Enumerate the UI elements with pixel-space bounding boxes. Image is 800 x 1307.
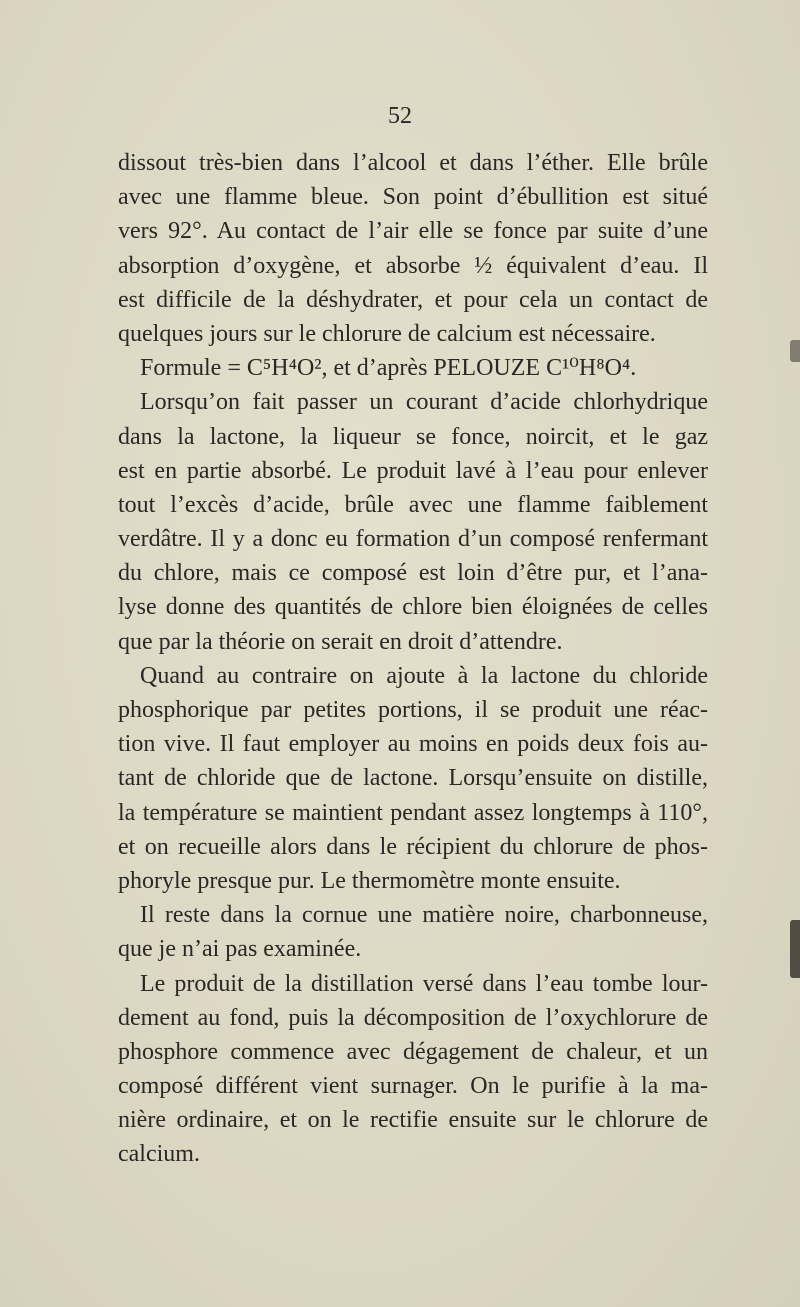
text-line: phosphorique par petites portions, il se produit une réac-: [118, 697, 708, 723]
text-line: lyse donne des quantités de chlore bien éloignées de celles: [118, 594, 708, 621]
text-line: tion vive. Il faut employer au moins en poids deux fois au-: [118, 731, 708, 758]
body-text: [118, 146, 708, 1172]
text-line: Quand au contraire on ajoute à la lactone du chloride: [140, 662, 708, 689]
text-line: Il reste dans la cornue une matière noire, charbonneuse,: [140, 902, 708, 929]
text-line: verdâtre. Il y a donc eu formation d’un composé renfermant: [118, 526, 708, 553]
text-line: phoryle presque pur. Le thermomètre monte ensuite.: [118, 867, 621, 894]
text-line: dissout très-bien dans l’alcool et dans l’éther. Elle brûle: [118, 150, 708, 176]
text-line: est en partie absorbé. Le produit lavé à l’eau pour enlever: [118, 457, 708, 484]
text-line: tout l’excès d’acide, brûle avec une flamme faiblement: [118, 491, 708, 518]
page-edge-mark: [790, 340, 800, 362]
text-line: quelques jours sur le chlorure de calcium est nécessaire.: [118, 320, 656, 347]
text-line: tant de chloride que de lactone. Lorsqu’ensuite on distille,: [118, 765, 708, 792]
text-line: Lorsqu’on fait passer un courant d’acide chlorhydrique: [140, 389, 708, 416]
text-line: composé différent vient surnager. On le purifie à la ma-: [118, 1073, 708, 1100]
text-line: calcium.: [118, 1141, 200, 1168]
text-line: dans la lactone, la liqueur se fonce, noircit, et le gaz: [118, 423, 708, 450]
text-line: dement au fond, puis la décomposition de l’oxychlorure de: [118, 1004, 708, 1031]
page-number: 52: [388, 103, 412, 129]
page-edge-mark: [790, 920, 800, 978]
text-line: Formule = C⁵H⁴O², et d’après PELOUZE C¹⁰H⁸O⁴.: [140, 355, 637, 382]
text-line: du chlore, mais ce composé est loin d’être pur, et l’ana-: [118, 560, 708, 587]
text-line: phosphore commence avec dégagement de chaleur, et un: [118, 1038, 708, 1065]
text-line: la température se maintient pendant assez longtemps à 110°,: [118, 799, 708, 826]
text-line: Le produit de la distillation versé dans l’eau tombe lour-: [140, 970, 708, 997]
text-line: est difficile de la déshydrater, et pour cela un contact de: [118, 286, 708, 313]
text-line: que par la théorie on serait en droit d’attendre.: [118, 628, 563, 655]
text-line: absorption d’oxygène, et absorbe ½ équivalent d’eau. Il: [118, 252, 708, 279]
text-line: avec une flamme bleue. Son point d’ébullition est situé: [118, 184, 708, 211]
text-line: que je n’ai pas examinée.: [118, 936, 362, 963]
text-line: vers 92°. Au contact de l’air elle se fonce par suite d’une: [118, 218, 708, 245]
text-line: nière ordinaire, et on le rectifie ensuite sur le chlorure de: [118, 1107, 708, 1134]
text-line: et on recueille alors dans le récipient du chlorure de phos-: [118, 833, 708, 860]
